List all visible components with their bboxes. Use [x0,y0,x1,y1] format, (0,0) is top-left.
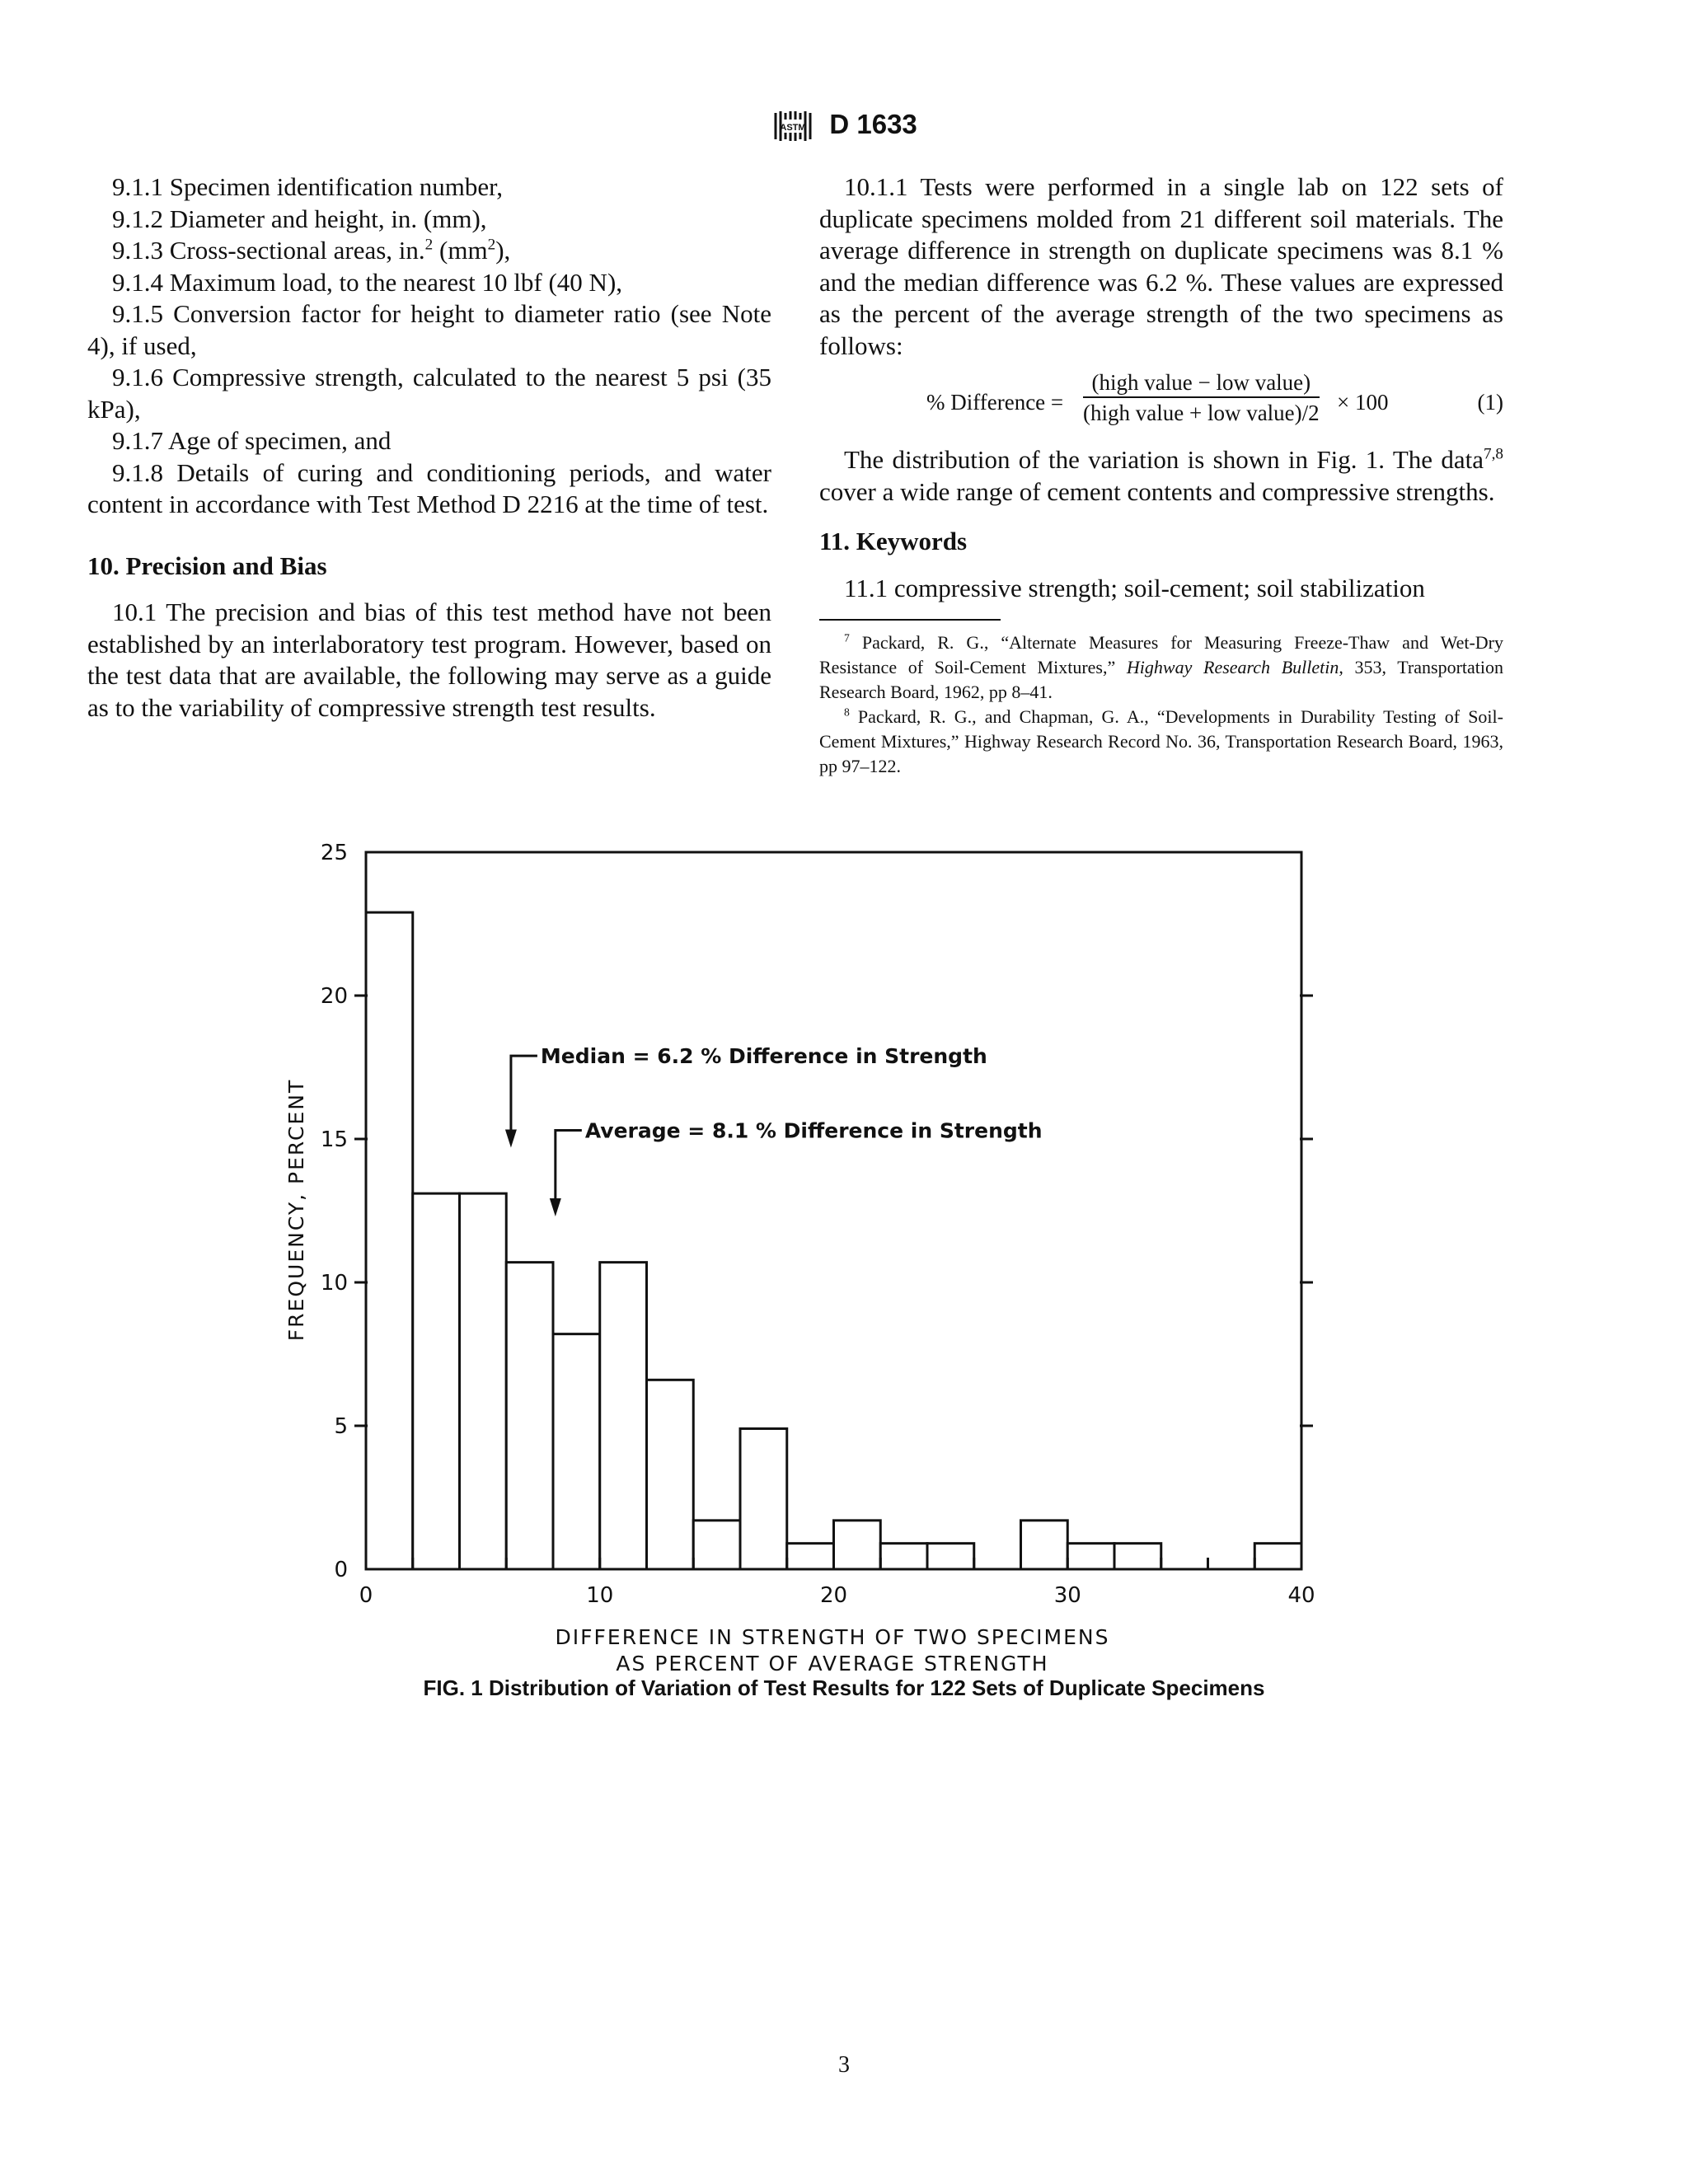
y-tick-label: 25 [320,841,348,865]
item-9-1-1: 9.1.1 Specimen identification number, [112,172,503,201]
histogram-bar [600,1263,647,1569]
page-number: 3 [838,2052,850,2078]
histogram-bar [1067,1544,1114,1569]
histogram-bar [927,1544,974,1569]
equation-lhs: % Difference = [926,390,1064,415]
footnote-rule [819,619,1001,621]
item-9-1-5: 9.1.5 Conversion factor for height to diameter ratio (see Note 4), if used, [87,299,771,360]
left-column [87,171,771,724]
footnote-8: $^8$ Packard, R. G., and Chapman, G. A., “Developments in Durability Testing of Soil-Cement Mixtures,” Highway Research Record No. 36, Transportation Research Board, 1963, pp 97–122. [819,705,1503,776]
equation-number: (1) [1477,390,1503,415]
histogram-bar [647,1380,694,1569]
svg-text:ASTM: ASTM [780,123,806,134]
section-11-heading: 11. Keywords [819,527,968,555]
equation-numerator: (high value − low value) [1083,368,1320,398]
y-tick-label: 20 [320,984,348,1009]
histogram-bar [740,1428,787,1569]
x-tick-label: 40 [1287,1583,1315,1608]
histogram-bar [1021,1521,1068,1569]
histogram-bar [1254,1544,1301,1569]
right-column [819,171,1503,779]
equation-fraction [1083,368,1320,428]
item-9-1-7: 9.1.7 Age of specimen, and [112,426,392,455]
x-tick-label: 20 [819,1583,848,1608]
keywords-text: 11.1 compressive strength; soil-cement; soil stabilization [844,573,1425,602]
y-axis-label: FREQUENCY, PERCENT [284,1078,308,1342]
section-10-heading: 10. Precision and Bias [87,551,327,580]
x-tick-label: 30 [1053,1583,1081,1608]
y-tick-label: 15 [320,1127,348,1152]
equation-1 [819,368,1503,434]
x-tick-label: 10 [586,1583,614,1608]
x-tick-label: 0 [359,1583,373,1608]
annotation-leader [511,1056,537,1137]
histogram-bar [366,912,413,1569]
histogram-bar [880,1544,927,1569]
item-9-1-3: 9.1.3 Cross-sectional areas, in.$^2$ $(mm^2)$, [112,236,511,265]
designation: D 1633 [829,109,917,139]
histogram-bar [834,1521,881,1569]
page-header [0,109,1688,143]
histogram-bar [1114,1544,1161,1569]
annotation-arrowhead [505,1129,517,1147]
histogram-bar [787,1544,834,1569]
figure-1 [272,832,1352,1677]
histogram-chart [272,832,1352,1673]
y-tick-label: 10 [320,1271,348,1296]
annotation-arrowhead [550,1198,561,1216]
item-9-1-8: 9.1.8 Details of curing and conditioning periods, and water content in accordance with Test Method D 2216 at the time of test. [87,457,771,518]
item-9-1-4: 9.1.4 Maximum load, to the nearest 10 lbf (40 N), [112,267,623,297]
histogram-bar [693,1521,740,1569]
item-9-1-6: 9.1.6 Compressive strength, calculated to the nearest 5 psi (35 kPa), [87,363,771,424]
equation-denominator: (high value + low value)/2 [1083,401,1320,425]
equation-multiplier: × 100 [1337,390,1389,415]
y-tick-label: 5 [334,1414,348,1439]
histogram-bar [413,1193,460,1569]
annotation-label: Average = 8.1 % Difference in Strength [584,1118,1043,1143]
histogram-bar [460,1193,507,1569]
annotation-leader [556,1131,582,1207]
histogram-bar [506,1263,553,1569]
figure-caption: FIG. 1 Distribution of Variation of Test Results for 122 Sets of Duplicate Specimens [423,1675,1265,1700]
annotation-label: Median = 6.2 % Difference in Strength [540,1044,987,1069]
y-tick-label: 0 [334,1558,348,1582]
histogram-bar [553,1334,600,1569]
footnote-7: $^7$ Packard, R. G., “Alternate Measures for Measuring Freeze-Thaw and Wet-Dry Resistance of Soil-Cement Mixtures,” Highway Research Bulletin, 353, Transportation Research Board, 1962, pp 8–41. [819,631,1503,702]
x-axis-label-line-2: AS PERCENT OF AVERAGE STRENGTH [616,1652,1049,1673]
distribution-text: The distribution of the variation is shown in Fig. 1. The data$^{7,8}$ cover a wide range of cement contents and compressive strengths. [819,445,1503,506]
section-10-1-1-text: 10.1.1 Tests were performed in a single lab on 122 sets of duplicate specimens molded from 21 different soil materials. The average difference in strength on duplicate specimens was 8.1 % and the median difference was 6.2 %. These values are expressed as the percent of the average strength of the two specimens as follows: [819,172,1503,360]
item-9-1-2: 9.1.2 Diameter and height, in. (mm), [112,204,487,233]
section-10-1-text: 10.1 The precision and bias of this test method have not been established by an interlaboratory test program. However, based on the test data that are available, the following may serve as a guide as to the variability of compressive strength test results. [87,598,771,722]
astm-logo [771,110,815,143]
x-axis-label-line-1: DIFFERENCE IN STRENGTH OF TWO SPECIMENS [555,1625,1110,1649]
